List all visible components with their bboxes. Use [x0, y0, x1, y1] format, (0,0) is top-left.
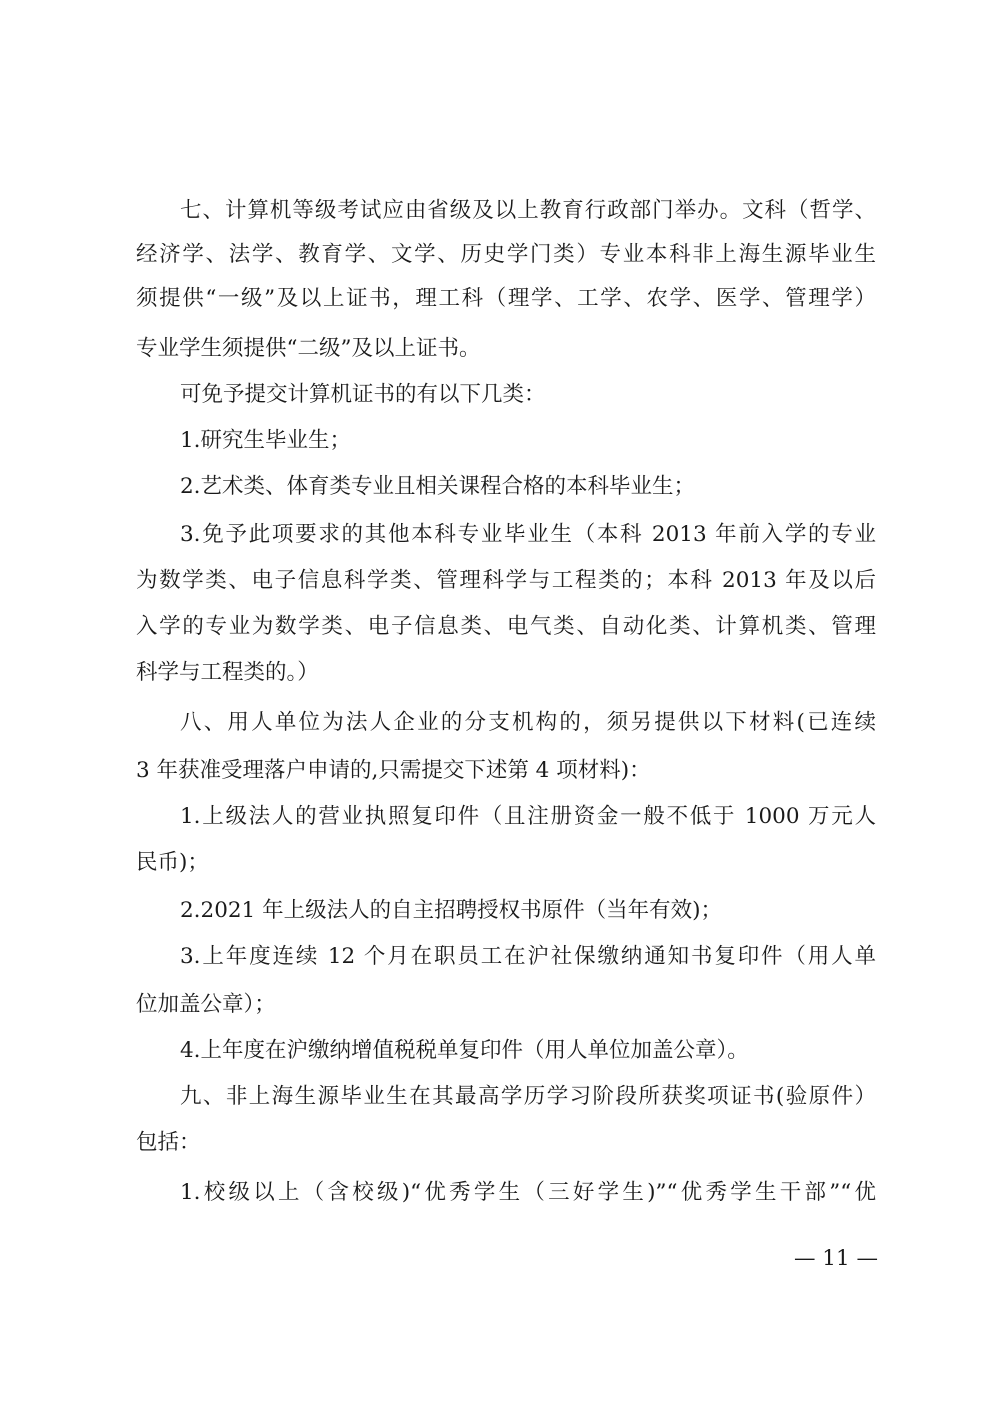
paragraph-7-line-1: 七、计算机等级考试应由省级及以上教育行政部门举办。文科（哲学、 — [180, 198, 876, 223]
exemption-item-3-line-1: 3.免予此项要求的其他本科专业毕业生（本科 2013 年前入学的专业 — [180, 522, 876, 547]
exemption-item-1: 1.研究生毕业生； — [180, 428, 352, 453]
paragraph-7-line-3: 须提供“一级”及以上证书，理工科（理学、工学、农学、医学、管理学） — [136, 286, 876, 311]
page-number: — 11 — — [793, 1246, 878, 1271]
paragraph-9-line-1: 九、非上海生源毕业生在其最高学历学习阶段所获奖项证书(验原件） — [180, 1084, 876, 1109]
exemption-item-3-line-2: 为数学类、电子信息科学类、管理科学与工程类的；本科 2013 年及以后 — [136, 568, 876, 593]
branch-material-3-line-2: 位加盖公章）； — [136, 992, 276, 1017]
branch-material-4: 4.上年度在沪缴纳增值税税单复印件（用人单位加盖公章）。 — [180, 1038, 749, 1063]
paragraph-7-line-2: 经济学、法学、教育学、文学、历史学门类）专业本科非上海生源毕业生 — [136, 242, 876, 267]
paragraph-7-line-4: 专业学生须提供“二级”及以上证书。 — [136, 336, 481, 361]
branch-material-1-line-2: 民币)； — [136, 850, 209, 875]
award-item-1: 1.校级以上（含校级)“优秀学生（三好学生)”“优秀学生干部”“优 — [180, 1180, 876, 1205]
paragraph-9-line-2: 包括： — [136, 1130, 201, 1155]
exemption-item-2: 2.艺术类、体育类专业且相关课程合格的本科毕业生； — [180, 474, 696, 499]
exemption-item-3-line-3: 入学的专业为数学类、电子信息类、电气类、自动化类、计算机类、管理 — [136, 614, 876, 639]
exemption-intro: 可免予提交计算机证书的有以下几类： — [180, 382, 546, 407]
exemption-item-3-line-4: 科学与工程类的。） — [136, 660, 319, 685]
paragraph-8-line-2: 3 年获准受理落户申请的,只需提交下述第 4 项材料)： — [136, 758, 651, 783]
branch-material-2: 2.2021 年上级法人的自主招聘授权书原件（当年有效)； — [180, 898, 722, 923]
branch-material-3-line-1: 3.上年度连续 12 个月在职员工在沪社保缴纳通知书复印件（用人单 — [180, 944, 876, 969]
paragraph-8-line-1: 八、用人单位为法人企业的分支机构的，须另提供以下材料(已连续 — [180, 710, 876, 735]
branch-material-1-line-1: 1.上级法人的营业执照复印件（且注册资金一般不低于 1000 万元人 — [180, 804, 876, 829]
